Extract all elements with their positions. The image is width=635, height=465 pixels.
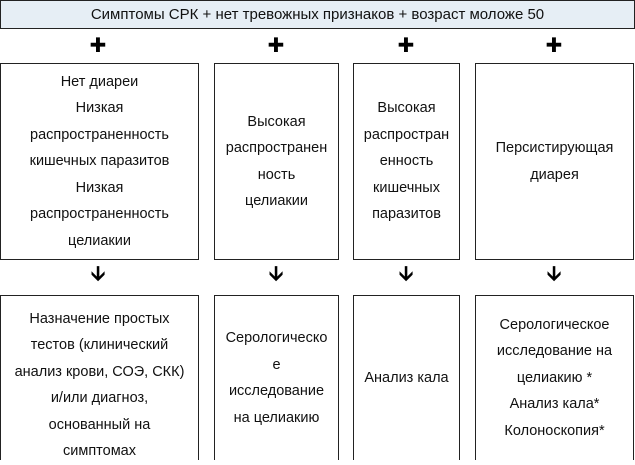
action-box-1 (0, 295, 199, 460)
condition-line: распростран (363, 126, 450, 143)
condition-line: кишечных (373, 179, 440, 196)
condition-box-4 (475, 63, 634, 260)
action-line: Серологическо (225, 330, 328, 346)
condition-box-3 (353, 63, 460, 260)
arrow-down-icon: 🡫 (268, 263, 284, 285)
action-line: тестов (клинический (30, 337, 169, 353)
condition-box-1 (0, 63, 199, 260)
action-line: Назначение простых (29, 310, 170, 327)
condition-line: Персистирующая (495, 140, 614, 156)
condition-line: ность (257, 166, 296, 183)
action-line: е (272, 356, 281, 373)
arrow-down-icon: 🡫 (398, 263, 414, 285)
action-box-2 (214, 295, 339, 460)
plus-icon: ✚ (267, 34, 285, 57)
plus-icon: ✚ (89, 34, 107, 57)
condition-line: целиакии (245, 193, 308, 209)
action-line: и/или диагноз, (50, 390, 149, 406)
action-line: на целиакию (233, 409, 320, 426)
action-line: Колоноскопия* (504, 422, 605, 439)
plus-icon: ✚ (397, 34, 415, 57)
condition-line: кишечных паразитов (29, 153, 170, 170)
action-line: анализ крови, СОЭ, СКК) (14, 363, 185, 380)
action-line: Анализ кала (364, 369, 449, 386)
condition-line: распространен (225, 140, 328, 156)
action-box-3 (353, 295, 460, 460)
action-line: целиакию * (516, 369, 593, 386)
condition-line: Низкая (75, 179, 124, 196)
action-line: Анализ кала* (509, 396, 600, 413)
arrow-down-icon: 🡫 (546, 263, 562, 285)
condition-line: распространенность (30, 206, 169, 223)
header-box (0, 0, 635, 29)
condition-box-2 (214, 63, 339, 260)
action-line: исследование (228, 383, 325, 399)
plus-icon: ✚ (545, 34, 563, 57)
header-text: Симптомы СРК + нет тревожных признаков + возраст моложе 50 (90, 5, 545, 23)
condition-line: диарея (530, 166, 579, 183)
arrow-down-icon: 🡫 (90, 263, 106, 285)
condition-line: паразитов (372, 206, 441, 223)
condition-line: Низкая (75, 100, 124, 117)
condition-line: енность (379, 153, 434, 170)
condition-line: Высокая (377, 100, 436, 117)
action-line: исследование на (496, 343, 613, 360)
action-line: основанный на (48, 416, 151, 433)
action-text (15, 306, 185, 465)
action-line: симптомах (63, 443, 136, 459)
action-line: Серологическое (499, 316, 610, 333)
condition-line: целиакии (68, 232, 131, 249)
condition-line: распространенность (30, 126, 169, 143)
condition-line: Нет диареи (60, 73, 139, 90)
action-box-4 (475, 295, 634, 460)
condition-line: Высокая (247, 113, 306, 130)
